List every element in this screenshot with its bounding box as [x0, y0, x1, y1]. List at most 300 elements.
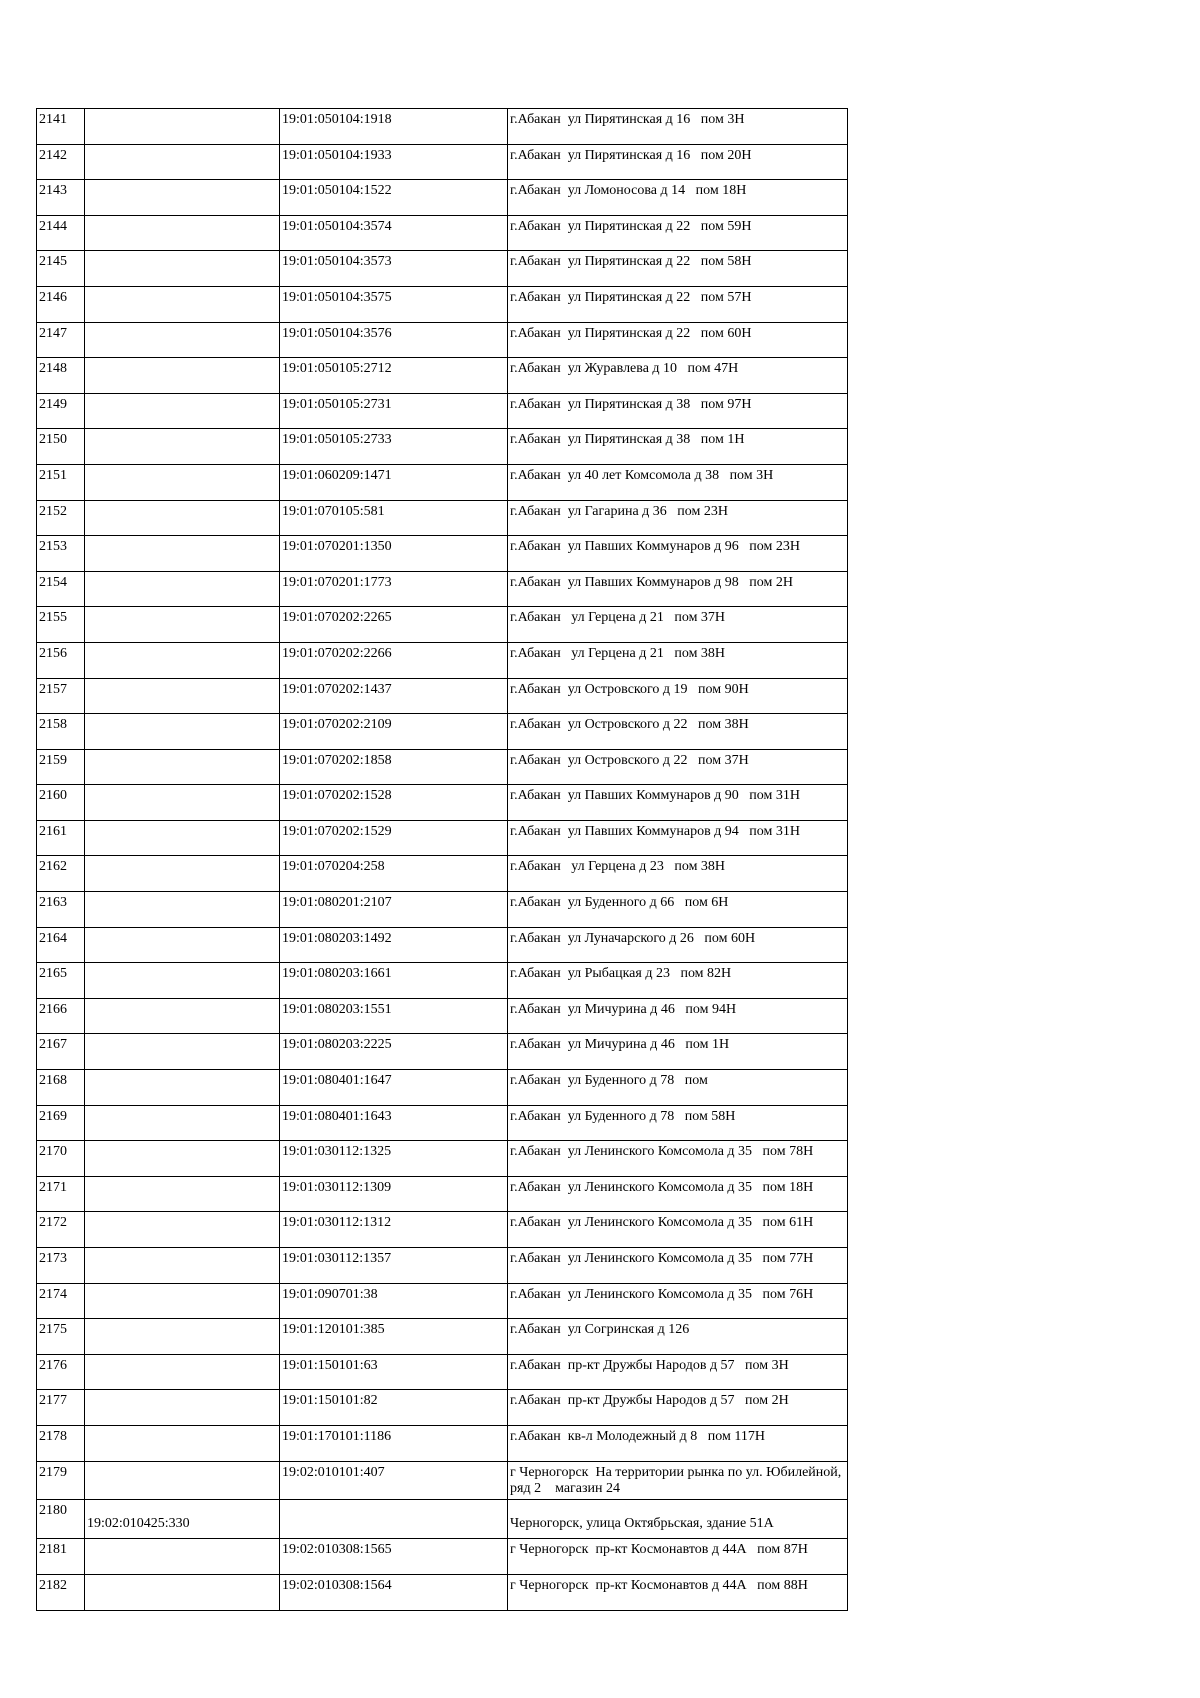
cadastral-number-cell-text: 19:01:070204:258 [282, 859, 385, 875]
table-row [37, 464, 848, 500]
cadastral-number-cell-text: 19:01:070201:1773 [282, 574, 392, 590]
row-number-cell-text: 2179 [39, 1464, 67, 1480]
cadastral-number-cell [280, 1425, 508, 1461]
row-number-cell [37, 998, 85, 1034]
cadastral-number-cell-text: 19:01:120101:385 [282, 1322, 385, 1338]
cadastral-number-cell-text: 19:01:050105:2712 [282, 361, 392, 377]
row-number-cell-text: 2157 [39, 681, 67, 697]
row-number-cell [37, 1105, 85, 1141]
address-cell [508, 1574, 848, 1610]
cadastral-number-cell-text: 19:01:070202:2265 [282, 610, 392, 626]
table-row [37, 1574, 848, 1610]
address-cell [508, 642, 848, 678]
row-number-cell-text: 2180 [39, 1503, 67, 1519]
cadastral-number-cell [280, 749, 508, 785]
address-cell [508, 358, 848, 394]
address-cell [508, 322, 848, 358]
cadastral-number-cell [280, 1539, 508, 1575]
table-row [37, 251, 848, 287]
table-row [37, 607, 848, 643]
table-row [37, 536, 848, 572]
row-number-cell [37, 1461, 85, 1500]
alt-cadastral-cell [85, 109, 280, 145]
row-number-cell [37, 607, 85, 643]
address-cell-text: г.Абакан пр-кт Дружбы Народов д 57 пом 2Н [510, 1393, 789, 1409]
alt-cadastral-cell [85, 1574, 280, 1610]
row-number-cell [37, 144, 85, 180]
row-number-cell-text: 2155 [39, 610, 67, 626]
row-number-cell-text: 2145 [39, 254, 67, 270]
table-row [37, 892, 848, 928]
cadastral-number-cell [280, 109, 508, 145]
row-number-cell [37, 749, 85, 785]
row-number-cell [37, 251, 85, 287]
row-number-cell [37, 393, 85, 429]
row-number-cell [37, 215, 85, 251]
cadastral-number-cell-text: 19:01:070202:1529 [282, 823, 392, 839]
address-cell-text: г.Абакан ул Ленинского Комсомола д 35 пом 76Н [510, 1286, 814, 1302]
table-row [37, 358, 848, 394]
table-row [37, 500, 848, 536]
row-number-cell [37, 109, 85, 145]
table-row [37, 714, 848, 750]
cadastral-number-cell [280, 714, 508, 750]
cadastral-number-cell-text: 19:01:070202:1528 [282, 788, 392, 804]
table-row [37, 322, 848, 358]
address-cell-text: г.Абакан ул 40 лет Комсомола д 38 пом 3Н [510, 467, 774, 483]
address-cell [508, 180, 848, 216]
row-number-cell-text: 2182 [39, 1577, 67, 1593]
row-number-cell [37, 1425, 85, 1461]
table-row [37, 749, 848, 785]
address-cell [508, 1319, 848, 1355]
alt-cadastral-cell [85, 251, 280, 287]
alt-cadastral-cell [85, 536, 280, 572]
cadastral-number-cell [280, 607, 508, 643]
alt-cadastral-cell [85, 1248, 280, 1284]
row-number-cell [37, 1283, 85, 1319]
address-cell [508, 1283, 848, 1319]
cadastral-number-cell [280, 1070, 508, 1106]
address-cell [508, 251, 848, 287]
cadastral-number-cell [280, 963, 508, 999]
cadastral-number-cell-text: 19:01:090701:38 [282, 1286, 378, 1302]
row-number-cell-text: 2177 [39, 1393, 67, 1409]
row-number-cell-text: 2143 [39, 183, 67, 199]
row-number-cell [37, 464, 85, 500]
alt-cadastral-cell [85, 856, 280, 892]
row-number-cell [37, 1319, 85, 1355]
cadastral-number-cell-text: 19:01:030112:1357 [282, 1251, 392, 1266]
row-number-cell-text: 2150 [39, 432, 67, 448]
row-number-cell-text: 2161 [39, 823, 67, 839]
row-number-cell-text: 2156 [39, 645, 67, 661]
row-number-cell [37, 1212, 85, 1248]
cadastral-number-cell [280, 393, 508, 429]
row-number-cell-text: 2162 [39, 859, 67, 875]
alt-cadastral-cell [85, 820, 280, 856]
alt-cadastral-cell [85, 642, 280, 678]
address-cell [508, 1141, 848, 1177]
cadastral-number-cell [280, 1141, 508, 1177]
cadastral-number-cell-text: 19:02:010308:1565 [282, 1542, 392, 1558]
cadastral-number-cell-text: 19:01:030112:1312 [282, 1215, 392, 1231]
alt-cadastral-cell [85, 1176, 280, 1212]
row-number-cell-text: 2174 [39, 1286, 67, 1302]
cadastral-number-cell-text: 19:01:070201:1350 [282, 539, 392, 555]
cadastral-number-cell [280, 144, 508, 180]
alt-cadastral-cell [85, 1354, 280, 1390]
address-cell-text: г.Абакан ул Пирятинская д 16 пом 20Н [510, 147, 752, 163]
row-number-cell-text: 2159 [39, 752, 67, 768]
alt-cadastral-cell [85, 678, 280, 714]
address-cell-text: г.Абакан ул Пирятинская д 38 пом 97Н [510, 396, 752, 412]
address-cell [508, 678, 848, 714]
cadastral-number-cell-text: 19:01:030112:1325 [282, 1144, 392, 1160]
row-number-cell-text: 2181 [39, 1542, 67, 1558]
cadastral-number-cell-text: 19:01:070202:1437 [282, 681, 392, 697]
cadastral-number-cell [280, 1319, 508, 1355]
address-cell-text: г.Абакан ул Мичурина д 46 пом 94Н [510, 1001, 737, 1017]
row-number-cell-text: 2175 [39, 1322, 67, 1338]
table-row [37, 1248, 848, 1284]
address-cell-text: г.Абакан ул Мичурина д 46 пом 1Н [510, 1037, 730, 1053]
alt-cadastral-cell [85, 1539, 280, 1575]
address-cell-text: г.Абакан ул Ленинского Комсомола д 35 пом 77Н [510, 1251, 814, 1266]
row-number-cell [37, 1034, 85, 1070]
alt-cadastral-cell [85, 358, 280, 394]
address-cell-text: г.Абакан ул Ленинского Комсомола д 35 пом 61Н [510, 1215, 814, 1231]
alt-cadastral-cell [85, 1105, 280, 1141]
cadastral-number-cell-text: 19:01:050104:3575 [282, 289, 392, 305]
register-rows [37, 109, 848, 1611]
table-row [37, 642, 848, 678]
cadastral-number-cell [280, 1574, 508, 1610]
alt-cadastral-cell-text: 19:02:010425:330 [87, 1516, 190, 1532]
address-cell-text: г.Абакан ул Пирятинская д 16 пом 3Н [510, 112, 745, 127]
row-number-cell-text: 2158 [39, 717, 67, 733]
cadastral-number-cell [280, 998, 508, 1034]
row-number-cell-text: 2163 [39, 895, 67, 911]
alt-cadastral-cell [85, 215, 280, 251]
address-cell-text: г.Абакан ул Пирятинская д 22 пом 59Н [510, 218, 752, 234]
alt-cadastral-cell [85, 1034, 280, 1070]
address-cell [508, 998, 848, 1034]
address-cell [508, 1354, 848, 1390]
cadastral-number-cell [280, 1248, 508, 1284]
address-cell-text: г.Абакан пр-кт Дружбы Народов д 57 пом 3Н [510, 1357, 789, 1373]
table-row [37, 215, 848, 251]
register-table [36, 108, 848, 1611]
cadastral-number-cell-text: 19:01:080401:1647 [282, 1073, 392, 1089]
row-number-cell [37, 1539, 85, 1575]
cadastral-number-cell-text: 19:01:080203:2225 [282, 1037, 392, 1053]
table-row [37, 1176, 848, 1212]
cadastral-number-cell [280, 180, 508, 216]
address-cell [508, 393, 848, 429]
address-cell-text: г.Абакан ул Пирятинская д 22 пом 60Н [510, 325, 752, 341]
address-cell-text: г.Абакан ул Ломоносова д 14 пом 18Н [510, 183, 747, 199]
row-number-cell [37, 322, 85, 358]
alt-cadastral-cell [85, 1319, 280, 1355]
address-cell [508, 927, 848, 963]
cadastral-number-cell [280, 892, 508, 928]
table-row [37, 393, 848, 429]
cadastral-number-cell [280, 429, 508, 465]
row-number-cell [37, 571, 85, 607]
cadastral-number-cell-text: 19:01:050105:2731 [282, 396, 392, 412]
alt-cadastral-cell [85, 892, 280, 928]
address-cell [508, 820, 848, 856]
cadastral-number-cell-text: 19:01:150101:82 [282, 1393, 378, 1409]
table-row [37, 856, 848, 892]
row-number-cell-text: 2152 [39, 503, 67, 519]
cadastral-number-cell [280, 1105, 508, 1141]
table-row [37, 1461, 848, 1500]
row-number-cell-text: 2173 [39, 1251, 67, 1266]
cadastral-number-cell-text: 19:01:170101:1186 [282, 1428, 392, 1444]
address-cell-text: г Черногорск На территории рынка по ул. Юбилейной, ряд 2 магазин 24 [510, 1464, 845, 1496]
table-row [37, 1212, 848, 1248]
cadastral-number-cell [280, 500, 508, 536]
row-number-cell-text: 2142 [39, 147, 67, 163]
address-cell-text: г.Абакан ул Ленинского Комсомола д 35 пом 78Н [510, 1144, 814, 1160]
cadastral-number-cell [280, 1034, 508, 1070]
table-row [37, 820, 848, 856]
address-cell-text: г.Абакан ул Буденного д 78 пом [510, 1073, 708, 1089]
address-cell [508, 1105, 848, 1141]
table-row [37, 1105, 848, 1141]
address-cell-text: г.Абакан ул Островского д 19 пом 90Н [510, 681, 749, 697]
cadastral-number-cell-text: 19:01:070202:1858 [282, 752, 392, 768]
address-cell [508, 892, 848, 928]
table-row [37, 1283, 848, 1319]
table-row [37, 678, 848, 714]
alt-cadastral-cell [85, 963, 280, 999]
row-number-cell-text: 2178 [39, 1428, 67, 1444]
cadastral-number-cell [280, 536, 508, 572]
address-cell-text: г.Абакан ул Луначарского д 26 пом 60Н [510, 930, 756, 946]
table-row [37, 927, 848, 963]
alt-cadastral-cell [85, 1141, 280, 1177]
cadastral-number-cell-text: 19:01:070202:2109 [282, 717, 392, 733]
table-row [37, 144, 848, 180]
table-row [37, 998, 848, 1034]
row-number-cell-text: 2141 [39, 112, 67, 127]
table-row [37, 1319, 848, 1355]
row-number-cell [37, 536, 85, 572]
address-cell [508, 785, 848, 821]
cadastral-number-cell [280, 1176, 508, 1212]
row-number-cell [37, 785, 85, 821]
cadastral-number-cell-text: 19:02:010308:1564 [282, 1577, 392, 1593]
cadastral-number-cell [280, 215, 508, 251]
row-number-cell-text: 2151 [39, 467, 67, 483]
row-number-cell [37, 500, 85, 536]
row-number-cell [37, 1070, 85, 1106]
address-cell [508, 1539, 848, 1575]
row-number-cell-text: 2171 [39, 1179, 67, 1195]
cadastral-number-cell [280, 358, 508, 394]
cadastral-number-cell [280, 1390, 508, 1426]
row-number-cell [37, 1390, 85, 1426]
alt-cadastral-cell [85, 1425, 280, 1461]
address-cell [508, 536, 848, 572]
alt-cadastral-cell [85, 1070, 280, 1106]
cadastral-number-cell-text: 19:01:050104:1918 [282, 112, 392, 127]
cadastral-number-cell-text: 19:01:080201:2107 [282, 895, 392, 911]
address-cell [508, 1212, 848, 1248]
address-cell-text: г.Абакан ул Островского д 22 пом 38Н [510, 717, 749, 733]
cadastral-number-cell-text: 19:01:050104:3574 [282, 218, 392, 234]
cadastral-number-cell [280, 464, 508, 500]
row-number-cell [37, 642, 85, 678]
address-cell-text: г.Абакан ул Буденного д 78 пом 58Н [510, 1108, 736, 1124]
cadastral-number-cell-text: 19:01:050104:3576 [282, 325, 392, 341]
table-row [37, 429, 848, 465]
address-cell-text: г.Абакан ул Островского д 22 пом 37Н [510, 752, 749, 768]
cadastral-number-cell [280, 1500, 508, 1539]
table-row [37, 1500, 848, 1539]
address-cell-text: г Черногорск пр-кт Космонавтов д 44А пом 88Н [510, 1577, 808, 1593]
alt-cadastral-cell [85, 927, 280, 963]
row-number-cell-text: 2146 [39, 289, 67, 305]
row-number-cell [37, 1248, 85, 1284]
alt-cadastral-cell [85, 1283, 280, 1319]
row-number-cell [37, 856, 85, 892]
cadastral-number-cell [280, 251, 508, 287]
cadastral-number-cell [280, 1283, 508, 1319]
cadastral-number-cell-text: 19:01:050105:2733 [282, 432, 392, 448]
address-cell-text: г.Абакан ул Гагарина д 36 пом 23Н [510, 503, 728, 519]
address-cell [508, 1461, 848, 1500]
address-cell-text: г.Абакан ул Павших Коммунаров д 96 пом 23Н [510, 539, 801, 555]
alt-cadastral-cell [85, 785, 280, 821]
address-cell-text: г.Абакан ул Ленинского Комсомола д 35 пом 18Н [510, 1179, 814, 1195]
alt-cadastral-cell [85, 1212, 280, 1248]
cadastral-number-cell [280, 1212, 508, 1248]
address-cell-text: г Черногорск пр-кт Космонавтов д 44А пом 87Н [510, 1542, 808, 1558]
table-row [37, 1141, 848, 1177]
cadastral-number-cell-text: 19:01:060209:1471 [282, 467, 392, 483]
address-cell [508, 749, 848, 785]
address-cell-text: г.Абакан ул Герцена д 23 пом 38Н [510, 859, 726, 875]
cadastral-number-cell [280, 1354, 508, 1390]
address-cell-text: г.Абакан ул Павших Коммунаров д 90 пом 31Н [510, 788, 801, 804]
row-number-cell-text: 2170 [39, 1144, 67, 1160]
address-cell [508, 1070, 848, 1106]
alt-cadastral-cell [85, 144, 280, 180]
row-number-cell-text: 2176 [39, 1357, 67, 1373]
cadastral-number-cell [280, 785, 508, 821]
row-number-cell-text: 2153 [39, 539, 67, 555]
row-number-cell [37, 1141, 85, 1177]
row-number-cell [37, 1354, 85, 1390]
address-cell [508, 1034, 848, 1070]
row-number-cell [37, 714, 85, 750]
address-cell [508, 856, 848, 892]
cadastral-number-cell [280, 856, 508, 892]
cadastral-number-cell-text: 19:01:050104:1522 [282, 183, 392, 199]
row-number-cell [37, 1500, 85, 1539]
address-cell [508, 963, 848, 999]
address-cell-text: г.Абакан ул Журавлева д 10 пом 47Н [510, 361, 739, 377]
alt-cadastral-cell [85, 1500, 280, 1539]
cadastral-number-cell-text: 19:01:080203:1661 [282, 966, 392, 982]
table-row [37, 1034, 848, 1070]
cadastral-number-cell-text: 19:01:150101:63 [282, 1357, 378, 1373]
address-cell [508, 286, 848, 322]
table-row [37, 571, 848, 607]
row-number-cell-text: 2172 [39, 1215, 67, 1231]
alt-cadastral-cell [85, 607, 280, 643]
row-number-cell [37, 1176, 85, 1212]
cadastral-number-cell [280, 1461, 508, 1500]
row-number-cell [37, 358, 85, 394]
row-number-cell-text: 2165 [39, 966, 67, 982]
row-number-cell-text: 2169 [39, 1108, 67, 1124]
address-cell [508, 500, 848, 536]
row-number-cell-text: 2164 [39, 930, 67, 946]
address-cell-text: г.Абакан ул Пирятинская д 22 пом 57Н [510, 289, 752, 305]
address-cell-text: г.Абакан ул Герцена д 21 пом 38Н [510, 645, 726, 661]
alt-cadastral-cell [85, 429, 280, 465]
table-row [37, 286, 848, 322]
alt-cadastral-cell [85, 1461, 280, 1500]
table-row [37, 1539, 848, 1575]
cadastral-number-cell [280, 286, 508, 322]
cadastral-number-cell-text: 19:01:080203:1551 [282, 1001, 392, 1017]
address-cell [508, 215, 848, 251]
cadastral-number-cell [280, 927, 508, 963]
row-number-cell-text: 2144 [39, 218, 67, 234]
cadastral-number-cell-text: 19:01:050104:3573 [282, 254, 392, 270]
alt-cadastral-cell [85, 714, 280, 750]
cadastral-number-cell [280, 322, 508, 358]
alt-cadastral-cell [85, 1390, 280, 1426]
row-number-cell [37, 963, 85, 999]
address-cell [508, 571, 848, 607]
row-number-cell [37, 820, 85, 856]
address-cell [508, 1248, 848, 1284]
row-number-cell [37, 892, 85, 928]
address-cell-text: г.Абакан ул Герцена д 21 пом 37Н [510, 610, 726, 626]
row-number-cell [37, 927, 85, 963]
row-number-cell-text: 2149 [39, 396, 67, 412]
address-cell-text: г.Абакан ул Согринская д 126 [510, 1322, 690, 1338]
address-cell [508, 144, 848, 180]
row-number-cell [37, 1574, 85, 1610]
address-cell [508, 1176, 848, 1212]
address-cell-text: г.Абакан ул Павших Коммунаров д 98 пом 2Н [510, 574, 794, 590]
table-row [37, 1425, 848, 1461]
address-cell [508, 1425, 848, 1461]
row-number-cell-text: 2168 [39, 1073, 67, 1089]
address-cell-text: Черногорск, улица Октябрьская, здание 51А [510, 1516, 774, 1532]
alt-cadastral-cell [85, 393, 280, 429]
alt-cadastral-cell [85, 749, 280, 785]
table-row [37, 785, 848, 821]
address-cell-text: г.Абакан ул Рыбацкая д 23 пом 82Н [510, 966, 732, 982]
address-cell-text: г.Абакан ул Буденного д 66 пом 6Н [510, 895, 729, 911]
cadastral-number-cell [280, 571, 508, 607]
alt-cadastral-cell [85, 998, 280, 1034]
address-cell [508, 109, 848, 145]
address-cell-text: г.Абакан ул Павших Коммунаров д 94 пом 31Н [510, 823, 801, 839]
cadastral-number-cell [280, 678, 508, 714]
cadastral-number-cell [280, 820, 508, 856]
table-row [37, 1070, 848, 1106]
